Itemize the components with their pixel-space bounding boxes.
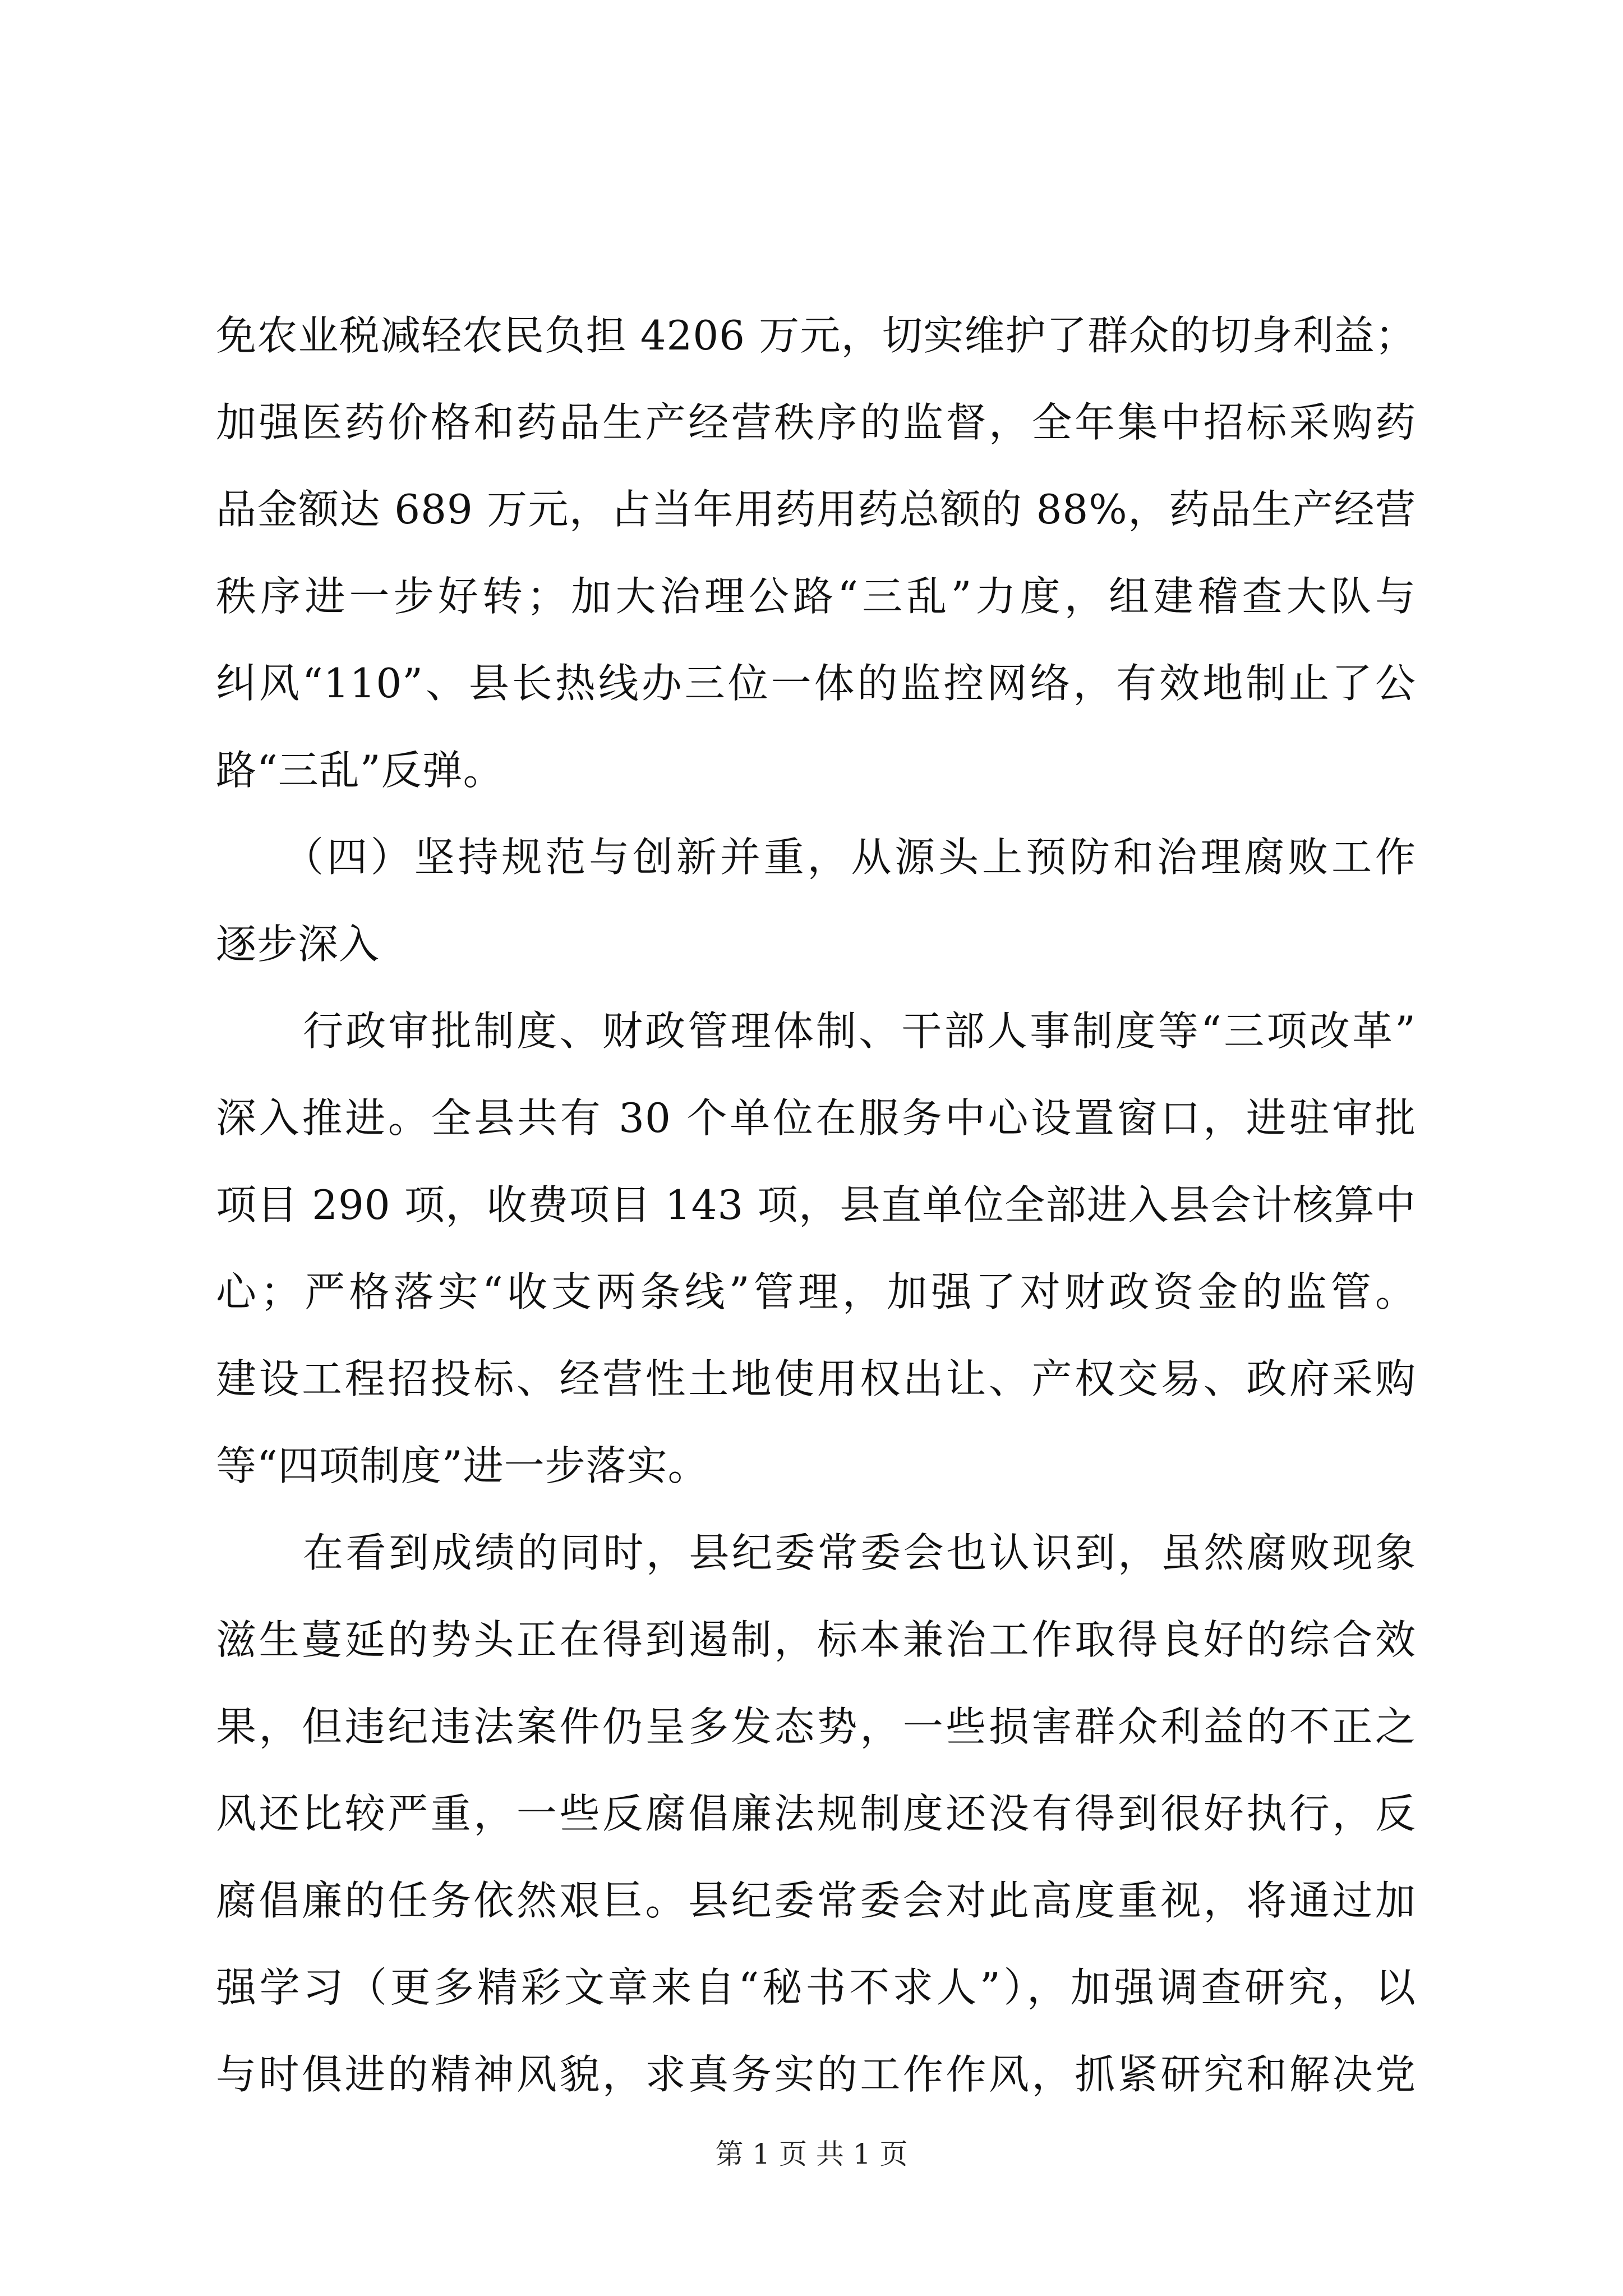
text-line-16: 滋生蔓延的势头正在得到遏制，标本兼治工作取得良好的综合效 [216,1616,1416,1663]
text-line-12: 心；严格落实“收支两条线”管理，加强了对财政资金的监管。 [216,1268,1416,1315]
text-line-20: 强学习（更多精彩文章来自“秘书不求人”），加强调查研究，以 [216,1964,1416,2011]
text-line-5: 纠风“110”、县长热线办三位一体的监控网络，有效地制止了公 [216,660,1416,707]
text-line-3: 品金额达 689 万元，占当年用药用药总额的 88%，药品生产经营 [216,486,1416,533]
text-line-9: 行政审批制度、财政管理体制、干部人事制度等“三项改革” [303,1007,1416,1055]
text-line-17: 果，但违纪违法案件仍呈多发态势，一些损害群众利益的不正之 [216,1703,1416,1750]
page-number: 第 1 页 共 1 页 [715,2138,908,2170]
text-line-4: 秩序进一步好转；加大治理公路“三乱”力度，组建稽查大队与 [216,573,1416,620]
section-heading-4-cont: 逐步深入 [216,921,380,968]
text-line-21: 与时俱进的精神风貌，求真务实的工作作风，抓紧研究和解决党 [216,2051,1416,2098]
text-line-10: 深入推进。全县共有 30 个单位在服务中心设置窗口，进驻审批 [216,1094,1416,1142]
text-line-11: 项目 290 项，收费项目 143 项，县直单位全部进入县会计核算中 [216,1181,1416,1228]
text-line-13: 建设工程招投标、经营性土地使用权出让、产权交易、政府采购 [216,1355,1416,1402]
text-line-19: 腐倡廉的任务依然艰巨。县纪委常委会对此高度重视，将通过加 [216,1877,1416,1924]
text-line-14: 等“四项制度”进一步落实。 [216,1442,709,1489]
text-line-18: 风还比较严重，一些反腐倡廉法规制度还没有得到很好执行，反 [216,1790,1416,1837]
text-line-15: 在看到成绩的同时，县纪委常委会也认识到，虽然腐败现象 [303,1529,1416,1576]
section-heading-4: （四）坚持规范与创新并重，从源头上预防和治理腐败工作 [283,834,1416,881]
text-line-1: 免农业税减轻农民负担 4206 万元，切实维护了群众的切身利益； [216,312,1416,359]
text-line-2: 加强医药价格和药品生产经营秩序的监督，全年集中招标采购药 [216,399,1416,446]
text-line-6: 路“三乱”反弹。 [216,747,504,794]
